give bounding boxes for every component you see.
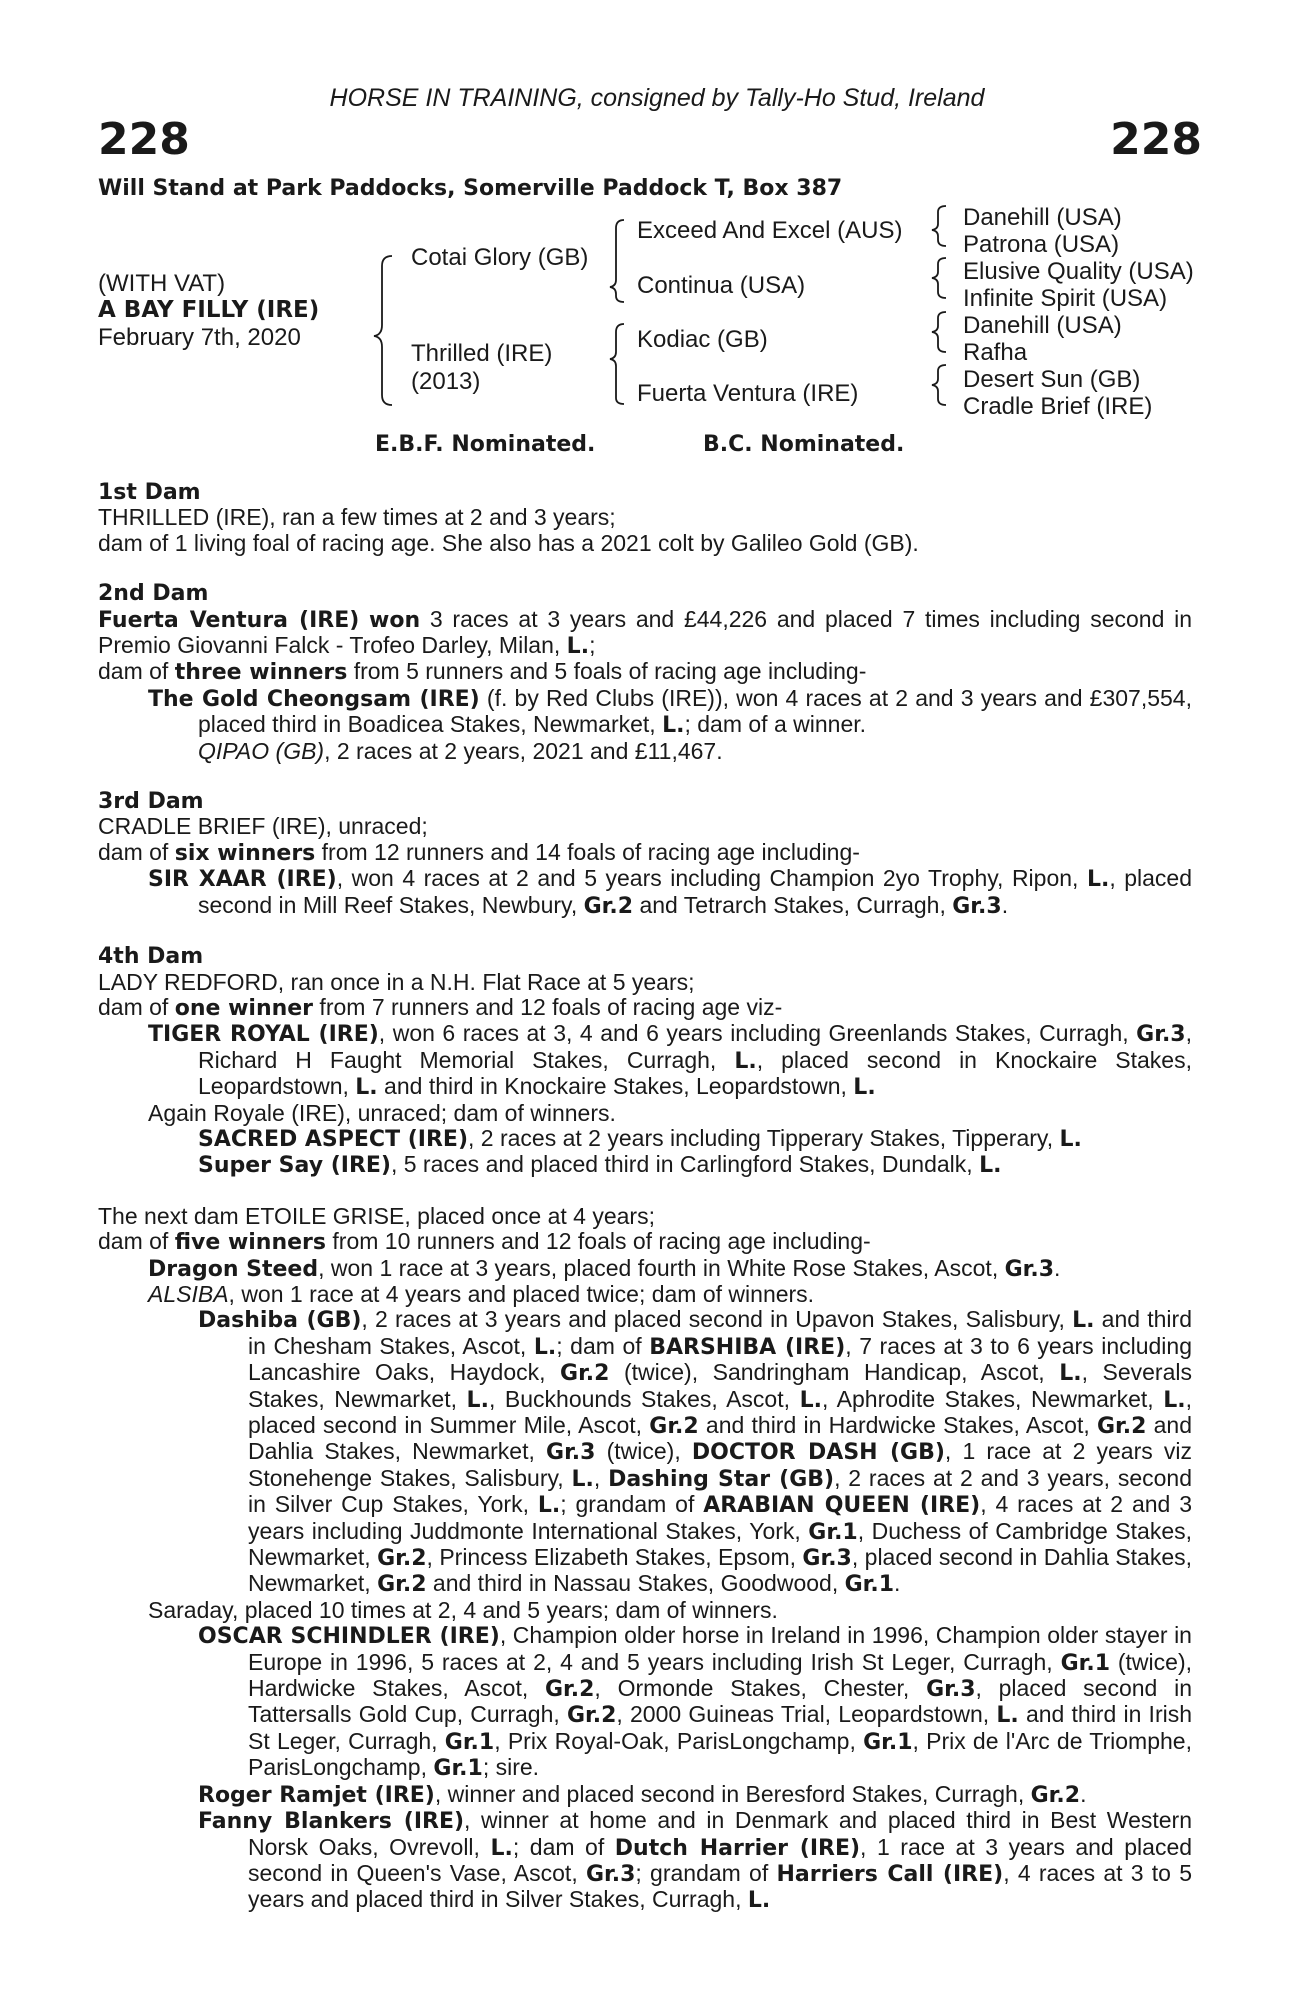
horse-name: A BAY FILLY (IRE) (98, 297, 320, 323)
consignor-line: HORSE IN TRAINING, consigned by Tally-Ho Stud, Ireland (329, 84, 985, 112)
third-dam-heading: 3rd Dam (98, 789, 204, 815)
third-dam-runner-1: SIR XAAR (IRE), won 4 races at 2 and 5 years including Champion 2yo Trophy, Ripon, L., placed second in Mill Reef Stakes, Newbury, Gr.2 and Tetrarch Stakes, Curragh, Gr.3. (148, 865, 1192, 919)
next-dam-runner-alsiba: ALSIBA, won 1 race at 4 years and placed twice; dam of winners. (148, 1280, 815, 1307)
next-dam-runner-dragon-steed: Dragon Steed, won 1 race at 3 years, placed fourth in White Rose Stakes, Ascot, Gr.3. (148, 1254, 1061, 1282)
saraday-produce-fanny: Fanny Blankers (IRE), winner at home and in Denmark and placed third in Best Western Norsk Oaks, Ovrevoll, L.; dam of Dutch Harrier (IRE), 1 race at 3 years and placed second in Queen's Vase, Ascot, Gr.3; grandam of Harriers Call (IRE), 4 races at 3 to 5 years and placed third in Silver Stakes, Curragh, L. (198, 1807, 1193, 1914)
fourth-dam-heading: 4th Dam (98, 944, 204, 970)
first-dam-line-2: dam of 1 living foal of racing age. She also has a 2021 colt by Galileo Gold (GB). (98, 529, 919, 556)
next-dam-runner-saraday: Saraday, placed 10 times at 2, 4 and 5 years; dam of winners. (148, 1596, 778, 1623)
dsd: Rafha (963, 339, 1028, 366)
stabling-line: Will Stand at Park Paddocks, Somerville Paddock T, Box 387 (98, 176, 843, 201)
sss: Danehill (USA) (963, 204, 1122, 231)
ddd: Cradle Brief (IRE) (963, 393, 1153, 420)
vat-note: (WITH VAT) (98, 270, 226, 297)
sire-sire: Exceed And Excel (AUS) (637, 217, 903, 244)
fourth-dam-runner-1: TIGER ROYAL (IRE), won 6 races at 3, 4 and 6 years including Greenlands Stakes, Curragh, Gr.3, Richard H Faught Memorial Stakes, Curragh, L., placed second in Knockaire Stakes, Leopardstown, L. and third in Knockaire Stakes, Leopardstown, L. (148, 1020, 1192, 1101)
produce-record (98, 480, 1192, 1914)
first-dam-line-1: THRILLED (IRE), ran a few times at 2 and 3 years; (98, 504, 616, 531)
second-dam-produce-line: dam of three winners from 5 runners and 5 foals of racing age including- (98, 658, 867, 686)
sire-dam: Continua (USA) (637, 272, 806, 299)
sire: Cotai Glory (GB) (411, 244, 589, 271)
first-dam-heading: 1st Dam (98, 480, 201, 505)
dds: Desert Sun (GB) (963, 366, 1141, 393)
dss: Danehill (USA) (963, 312, 1122, 339)
fourth-dam-runner-2: Again Royale (IRE), unraced; dam of winners. (148, 1099, 616, 1126)
third-dam-produce-line: dam of six winners from 12 runners and 14 foals of racing age including- (98, 838, 860, 866)
ssd: Patrona (USA) (963, 231, 1120, 258)
dam-year: (2013) (411, 368, 481, 395)
lot-number-left: 228 (98, 114, 190, 165)
second-dam-runner-1: The Gold Cheongsam (IRE) (f. by Red Clubs (IRE)), won 4 races at 2 and 3 years and £307,554, placed third in Boadicea Stakes, Newmarket, L.; dam of a winner. (148, 684, 1192, 739)
dam-sire: Kodiac (GB) (637, 326, 768, 353)
fourth-dam-produce-line: dam of one winner from 7 runners and 12 foals of racing age viz- (98, 993, 783, 1021)
foaling-date: February 7th, 2020 (98, 324, 301, 351)
saraday-produce-oscar: OSCAR SCHINDLER (IRE), Champion older horse in Ireland in 1996, Champion older stayer in Europe in 1996, 5 races at 2, 4 and 5 years including Irish St Leger, Curragh, Gr.1 (twice), Hardwicke Stakes, Ascot, Gr.2, Ormonde Stakes, Chester, Gr.3, placed second in Tattersalls Gold Cup, Curragh, Gr.2, 2000 Guineas Trial, Leopardstown, L. and third in Irish St Leger, Curragh, Gr.1, Prix Royal-Oak, ParisLongchamp, Gr.1, Prix de l'Arc de Triomphe, ParisLongchamp, Gr.1; sire. (198, 1622, 1193, 1782)
next-dam-produce-line: dam of five winners from 10 runners and 12 foals of racing age including- (98, 1228, 871, 1256)
dam-dam: Fuerta Ventura (IRE) (637, 380, 859, 407)
sds: Elusive Quality (USA) (963, 258, 1194, 285)
next-dam-line-1: The next dam ETOILE GRISE, placed once at 4 years; (98, 1202, 655, 1229)
bc-nomination: B.C. Nominated. (703, 432, 905, 457)
fourth-dam-runner-3: SACRED ASPECT (IRE), 2 races at 2 years including Tipperary Stakes, Tipperary, L. (198, 1124, 1082, 1152)
fourth-dam-runner-4: Super Say (IRE), 5 races and placed third in Carlingford Stakes, Dundalk, L. (198, 1151, 1002, 1179)
third-dam-line-1: CRADLE BRIEF (IRE), unraced; (98, 813, 428, 840)
alsiba-produce-dashiba: Dashiba (GB), 2 races at 3 years and placed second in Upavon Stakes, Salisbury, L. and third in Chesham Stakes, Ascot, L.; dam of BARSHIBA (IRE), 7 races at 3 to 6 years including Lancashire Oaks, Haydock, Gr.2 (twice), Sandringham Handicap, Ascot, L., Severals Stakes, Newmarket, L., Buckhounds Stakes, Ascot, L., Aphrodite Stakes, Newmarket, L., placed second in Summer Mile, Ascot, Gr.2 and third in Hardwicke Stakes, Ascot, Gr.2 and Dahlia Stakes, Newmarket, Gr.3 (twice), DOCTOR DASH (GB), 1 race at 2 years viz Stonehenge Stakes, Salisbury, L., Dashing Star (GB), 2 races at 2 and 3 years, second in Silver Cup Stakes, York, L.; grandam of ARABIAN QUEEN (IRE), 4 races at 2 and 3 years including Juddmonte International Stakes, York, Gr.1, Duchess of Cambridge Stakes, Newmarket, Gr.2, Princess Elizabeth Stakes, Epsom, Gr.3, placed second in Dahlia Stakes, Newmarket, Gr.2 and third in Nassau Stakes, Goodwood, Gr.1. (198, 1306, 1193, 1598)
saraday-produce-roger: Roger Ramjet (IRE), winner and placed second in Beresford Stakes, Curragh, Gr.2. (198, 1780, 1087, 1808)
ebf-nomination: E.B.F. Nominated. (375, 432, 596, 457)
fourth-dam-line-1: LADY REDFORD, ran once in a N.H. Flat Race at 5 years; (98, 968, 695, 995)
sdd: Infinite Spirit (USA) (963, 285, 1168, 312)
lot-number-right: 228 (1110, 114, 1202, 165)
second-dam-record: Fuerta Ventura (IRE) won 3 races at 3 years and £44,226 and placed 7 times including second in Premio Giovanni Falck - Trofeo Darley, Milan, L.; (98, 605, 1193, 660)
second-dam-runner-2: QIPAO (GB), 2 races at 2 years, 2021 and £11,467. (198, 737, 723, 764)
dam: Thrilled (IRE) (411, 340, 553, 367)
second-dam-heading: 2nd Dam (98, 581, 209, 607)
